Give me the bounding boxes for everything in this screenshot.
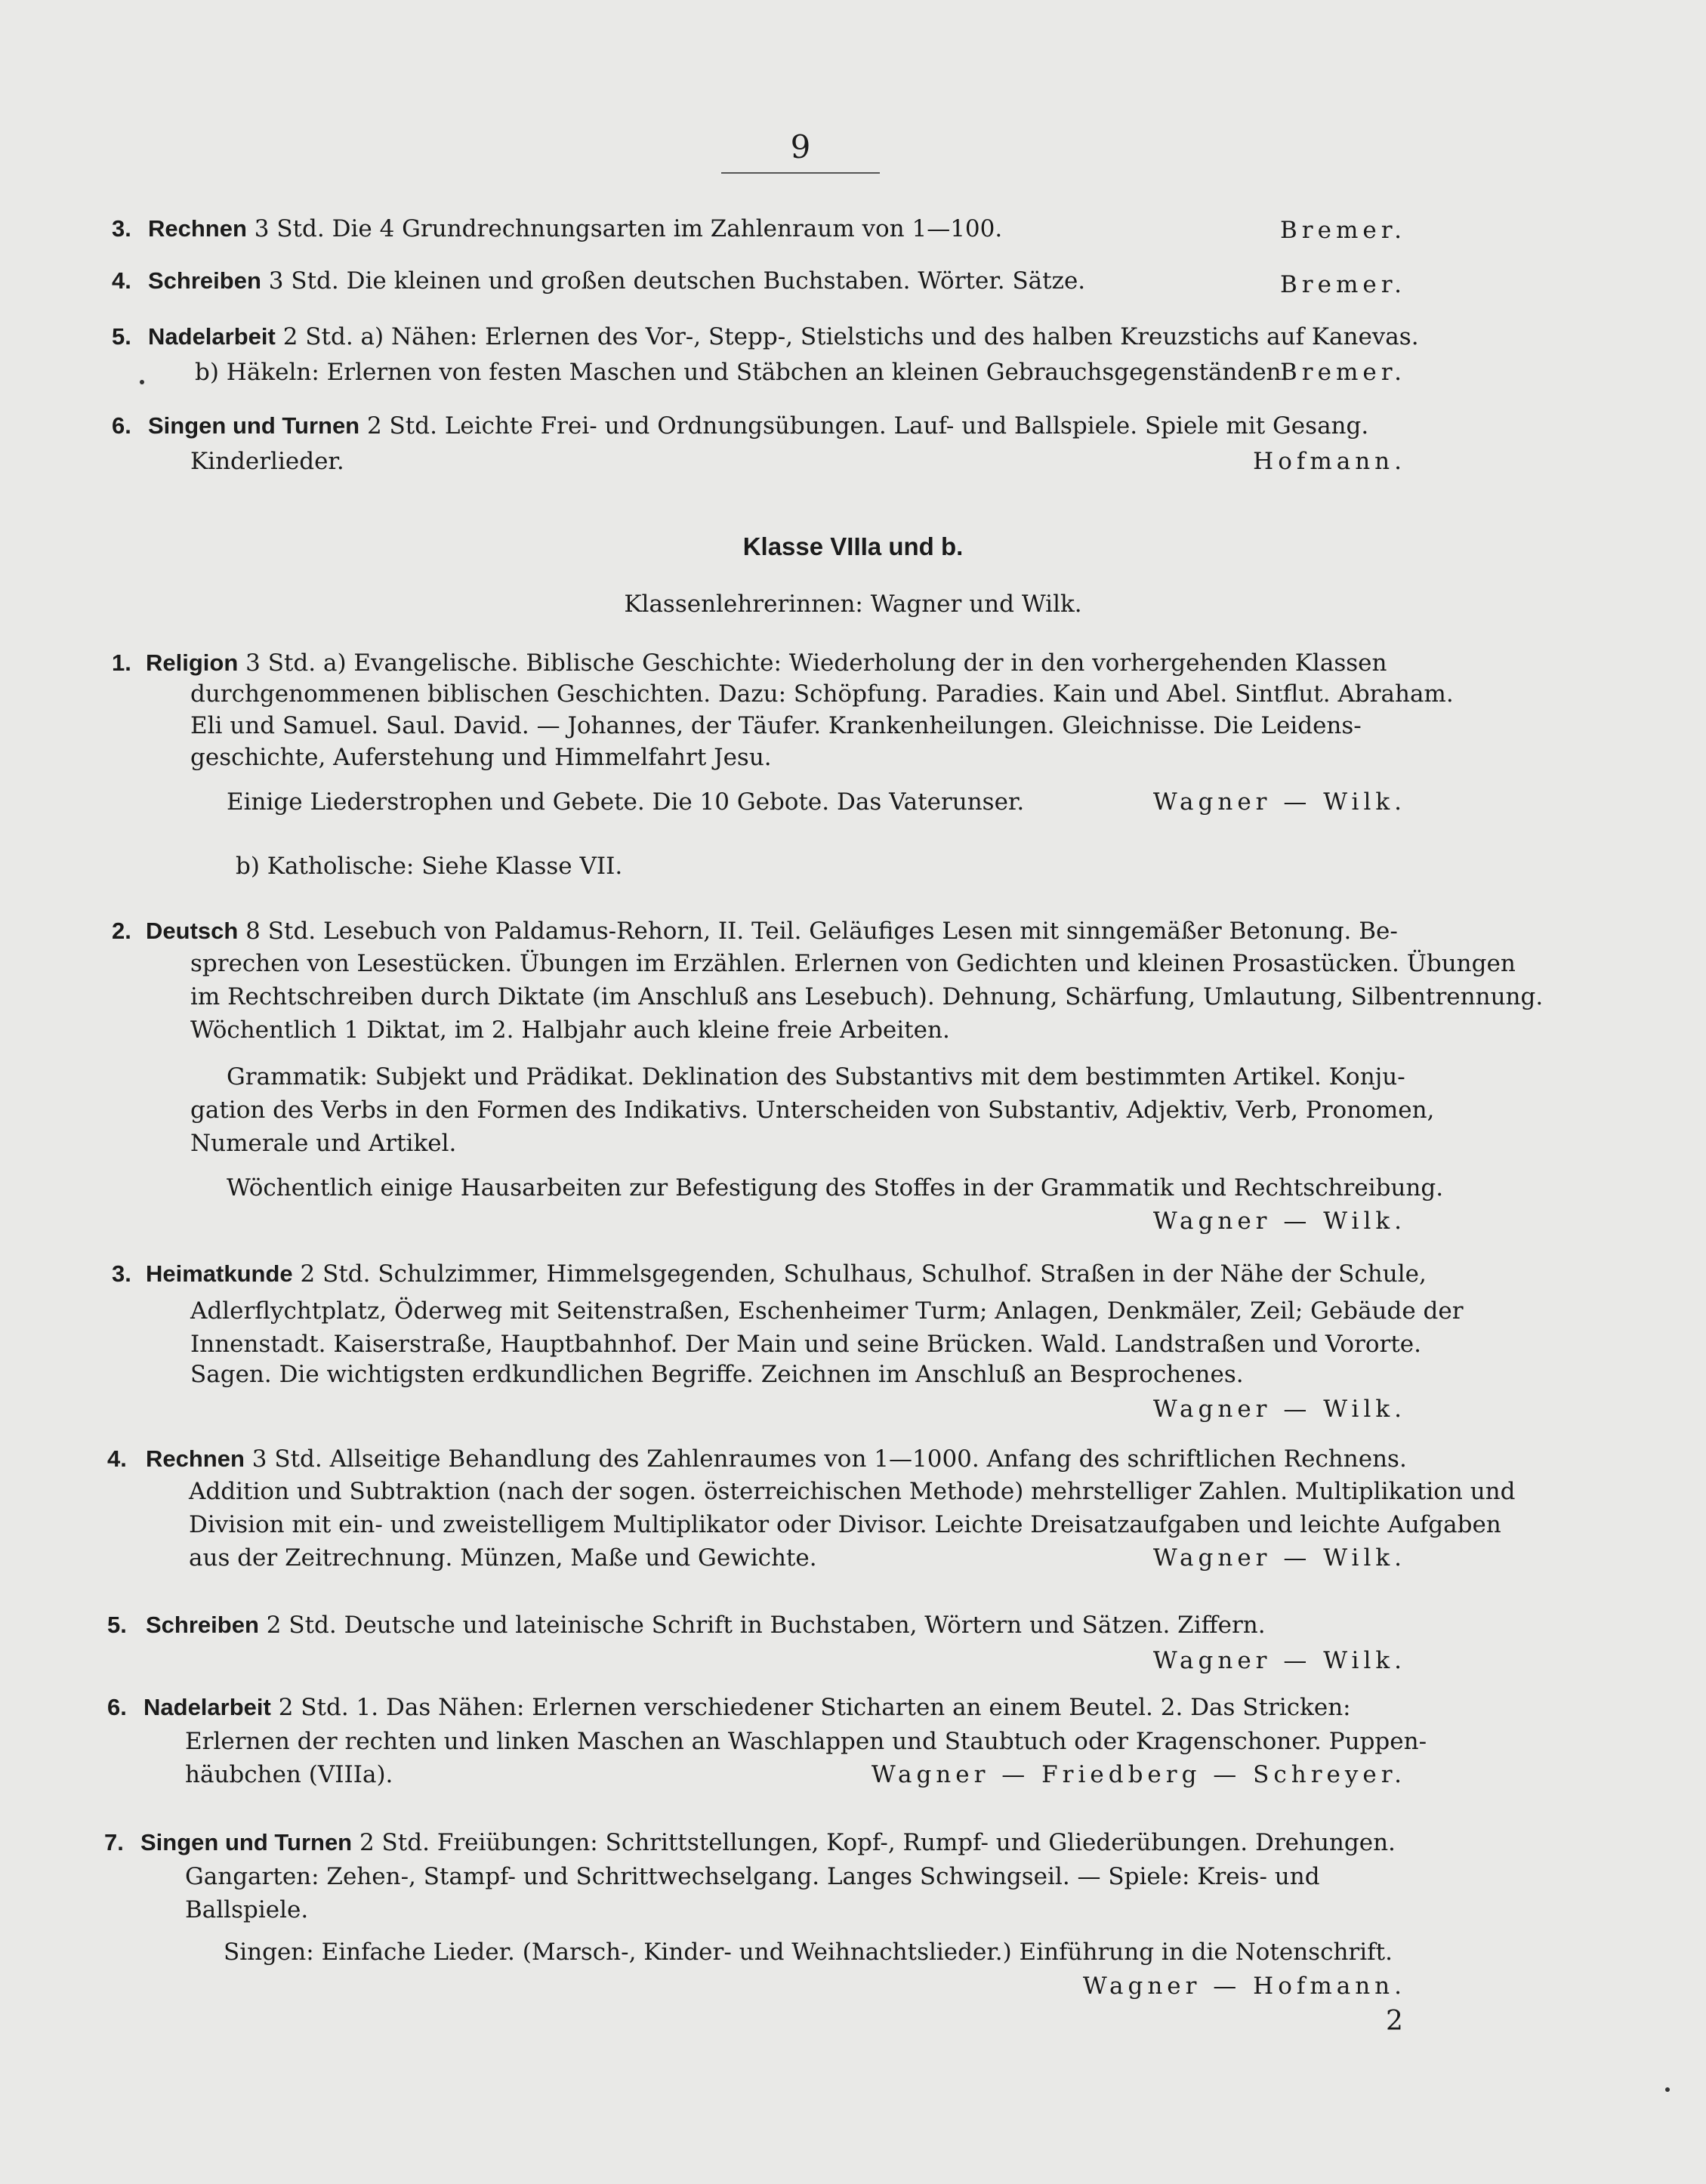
- hours: 3 Std.: [254, 215, 325, 242]
- teacher-signature: Bremer.: [1280, 359, 1406, 386]
- item-number: 4.: [107, 1445, 127, 1472]
- item-text: Innenstadt. Kaiserstraße, Hauptbahnhof. Der Main und seine Brücken. Wald. Landstraßen und Vororte.: [190, 1331, 1421, 1358]
- subject-title: Religion: [146, 649, 239, 676]
- teacher-signature: Wagner — Hofmann.: [1082, 1973, 1406, 2000]
- hours: 8 Std.: [245, 918, 316, 945]
- item-text: häubchen (VIIIa).: [185, 1761, 393, 1788]
- item-text: Freiübungen: Schrittstellungen, Kopf-, Rumpf- und Gliederübungen. Drehungen.: [437, 1829, 1396, 1856]
- subject-title: Schreiben: [148, 267, 261, 294]
- teacher-signature: Hofmann.: [1253, 448, 1406, 475]
- teacher-signature: Wagner — Wilk.: [1152, 1544, 1406, 1572]
- singen-line: [148, 409, 1368, 443]
- item-text: Wöchentlich 1 Diktat, im 2. Halbjahr auch kleine freie Arbeiten.: [190, 1016, 950, 1044]
- hours: 2 Std.: [278, 1694, 349, 1721]
- item-text: a) Nähen: Erlernen des Vor-, Stepp-, Stielstichs und des halben Kreuzstichs auf Kanevas.: [360, 323, 1419, 350]
- teacher-signature: Wagner — Wilk.: [1152, 1208, 1406, 1235]
- signature-mark: 2: [1386, 2006, 1403, 2037]
- item-text: sprechen von Lesestücken. Übungen im Erzählen. Erlernen von Gedichten und kleinen Prosastücken. Übungen: [190, 950, 1516, 977]
- item-text: Leichte Frei- und Ordnungsübungen. Lauf- und Ballspiele. Spiele mit Gesang.: [444, 412, 1369, 440]
- subject-title: Schreiben: [146, 1612, 259, 1638]
- item-text: Sagen. Die wichtigsten erdkundlichen Begriffe. Zeichnen im Anschluß an Besprochenes.: [190, 1361, 1244, 1388]
- teacher-signature: Bremer.: [1280, 271, 1406, 298]
- item-text: Ballspiele.: [185, 1896, 309, 1923]
- rechnen-line: [148, 211, 1002, 246]
- nadelarbeit-line: [143, 1690, 1351, 1725]
- hours: 3 Std.: [245, 649, 316, 677]
- subject-title: Singen und Turnen: [148, 412, 360, 439]
- item-text: Division mit ein- und zweistelligem Multiplikator oder Divisor. Leichte Dreisatzaufgaben und leichte Aufgaben: [189, 1511, 1501, 1538]
- item-text: Singen: Einfache Lieder. (Marsch-, Kinder- und Weihnachtslieder.) Einführung in die Notenschrift.: [224, 1939, 1393, 1966]
- teacher-signature: Bremer.: [1280, 217, 1406, 244]
- item-text: im Rechtschreiben durch Diktate (im Anschluß ans Lesebuch). Dehnung, Schärfung, Umlautung, Silbentrennung.: [190, 983, 1544, 1010]
- hours: 2 Std.: [366, 412, 437, 440]
- item-text: Kinderlieder.: [190, 448, 344, 475]
- item-number: 3.: [112, 1260, 131, 1287]
- hours: 2 Std.: [300, 1260, 371, 1288]
- religion-line: [146, 646, 1387, 680]
- nadelarbeit-line: [148, 319, 1419, 354]
- item-text: Einige Liederstrophen und Gebete. Die 10 Gebote. Das Vaterunser.: [227, 788, 1025, 816]
- item-text: b) Katholische: Siehe Klasse VII.: [236, 853, 623, 880]
- schreiben-line: [146, 1608, 1266, 1643]
- page-number: 9: [790, 128, 811, 165]
- rechnen-line: [146, 1442, 1407, 1476]
- deutsch-line: [146, 914, 1398, 949]
- item-text: Eli und Samuel. Saul. David. — Johannes, der Täufer. Krankenheilungen. Gleichnisse. Die Leidens-: [190, 712, 1362, 739]
- item-text: Erlernen der rechten und linken Maschen an Waschlappen und Staubtuch oder Kragenschoner. Puppen-: [185, 1728, 1427, 1755]
- item-number: 1.: [112, 649, 131, 676]
- speck: [1665, 2087, 1670, 2092]
- item-text: Gangarten: Zehen-, Stampf- und Schrittwechselgang. Langes Schwingseil. — Spiele: Kreis- und: [185, 1863, 1320, 1890]
- item-text: 1. Das Nähen: Erlernen verschiedener Sticharten an einem Beutel. 2. Das Stricken:: [356, 1694, 1351, 1721]
- item-text: aus der Zeitrechnung. Münzen, Maße und Gewichte.: [189, 1544, 817, 1572]
- subject-title: Nadelarbeit: [143, 1694, 271, 1720]
- item-number: 2.: [112, 918, 131, 944]
- subject-title: Heimatkunde: [146, 1260, 293, 1287]
- item-number: 6.: [107, 1694, 127, 1720]
- subject-title: Nadelarbeit: [148, 323, 276, 350]
- subject-title: Rechnen: [148, 215, 247, 242]
- item-text: Schulzimmer, Himmelsgegenden, Schulhaus, Schulhof. Straßen in der Nähe der Schule,: [378, 1260, 1427, 1288]
- item-text: Grammatik: Subjekt und Prädikat. Deklination des Substantivs mit dem bestimmten Artikel. Konju-: [227, 1063, 1405, 1090]
- item-text: b) Häkeln: Erlernen von festen Maschen und Stäbchen an kleinen Gebrauchsgegenständen.: [195, 359, 1289, 386]
- item-text: Adlerflychtplatz, Öderweg mit Seitenstraßen, Eschenheimer Turm; Anlagen, Denkmäler, Zeil; Gebäude der: [190, 1297, 1464, 1325]
- item-text: Wöchentlich einige Hausarbeiten zur Befestigung des Stoffes in der Grammatik und Rechtschreibung.: [227, 1174, 1444, 1202]
- class-heading: Klasse VIIIa und b.: [742, 532, 964, 560]
- item-text: a) Evangelische. Biblische Geschichte: Wiederholung der in den vorhergehenden Klassen: [322, 649, 1387, 677]
- hours: 2 Std.: [359, 1829, 430, 1856]
- item-number: 6.: [112, 412, 131, 439]
- speck: [140, 380, 144, 384]
- item-text: Die kleinen und großen deutschen Buchstaben. Wörter. Sätze.: [346, 267, 1086, 295]
- teacher-signature: Wagner — Wilk.: [1152, 1647, 1406, 1674]
- hours: 2 Std.: [266, 1612, 337, 1639]
- teacher-signature: Wagner — Wilk.: [1152, 1396, 1406, 1423]
- item-text: geschichte, Auferstehung und Himmelfahrt Jesu.: [190, 744, 772, 771]
- hours: 2 Std.: [282, 323, 353, 350]
- item-text: Lesebuch von Paldamus-Rehorn, II. Teil. Geläufiges Lesen mit sinngemäßer Betonung. Be-: [323, 918, 1398, 945]
- subject-title: Singen und Turnen: [140, 1829, 353, 1855]
- heimatkunde-line: [146, 1257, 1427, 1291]
- item-number: 3.: [112, 215, 131, 242]
- hours: 3 Std.: [268, 267, 339, 295]
- item-text: Die 4 Grundrechnungsarten im Zahlenraum von 1—100.: [332, 215, 1003, 242]
- item-text: durchgenommenen biblischen Geschichten. Dazu: Schöpfung. Paradies. Kain und Abel. Sintflut. Abraham.: [190, 680, 1454, 708]
- class-teachers: Klassenlehrerinnen: Wagner und Wilk.: [624, 591, 1082, 618]
- item-text: Deutsche und lateinische Schrift in Buchstaben, Wörtern und Sätzen. Ziffern.: [344, 1612, 1266, 1639]
- schreiben-line: [148, 264, 1085, 298]
- item-text: gation des Verbs in den Formen des Indikativs. Unterscheiden von Substantiv, Adjektiv, Verb, Pronomen,: [190, 1097, 1435, 1124]
- subject-title: Rechnen: [146, 1445, 245, 1472]
- item-text: Addition und Subtraktion (nach der sogen. österreichischen Methode) mehrstelliger Zahlen. Multiplikation und: [189, 1478, 1516, 1505]
- item-number: 5.: [112, 323, 131, 350]
- item-number: 4.: [112, 267, 131, 294]
- item-number: 5.: [107, 1612, 127, 1638]
- item-text: Numerale und Artikel.: [190, 1130, 457, 1157]
- teacher-signature: Wagner — Wilk.: [1152, 788, 1406, 816]
- item-text: Allseitige Behandlung des Zahlenraumes von 1—1000. Anfang des schriftlichen Rechnens.: [329, 1445, 1407, 1473]
- teacher-signature: Wagner — Friedberg — Schreyer.: [871, 1761, 1406, 1788]
- hours: 3 Std.: [251, 1445, 322, 1473]
- header-rule: [721, 172, 880, 174]
- subject-title: Deutsch: [146, 918, 239, 944]
- item-number: 7.: [104, 1829, 124, 1855]
- singen-line: [140, 1825, 1396, 1860]
